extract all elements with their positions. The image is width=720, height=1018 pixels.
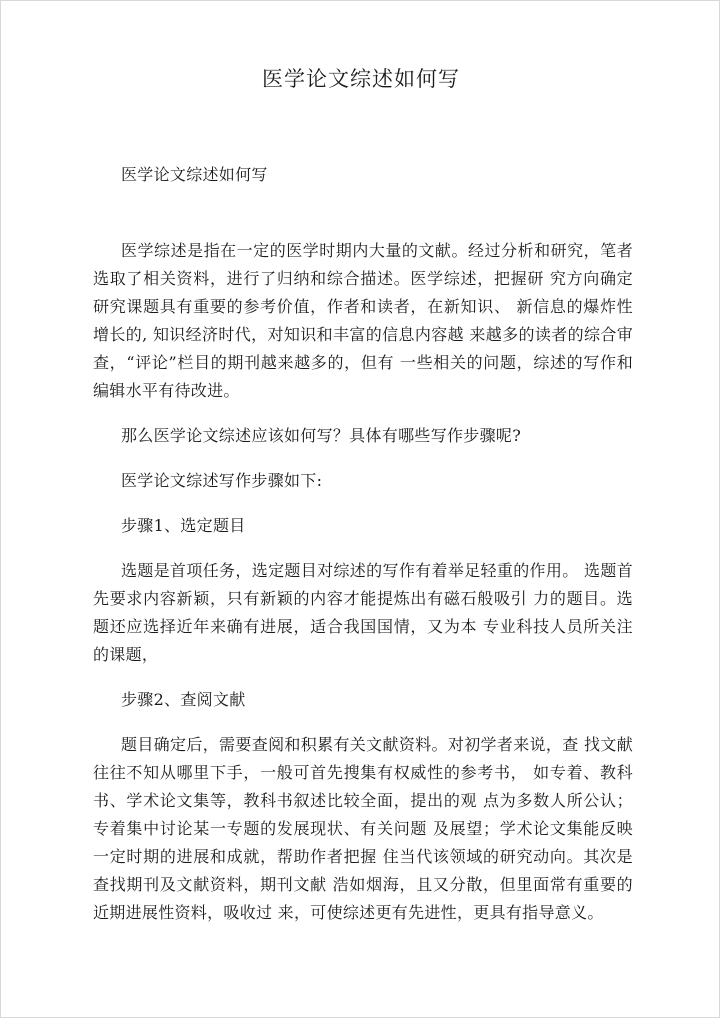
document-body xyxy=(93,161,633,927)
step1-body: 选题是首项任务，选定题目对综述的写作有着举足轻重的作用。 选题首先要求内容新颖，只有新颖的内容才能提炼出有磁石般吸引 力的题目。选题还应选择近年来确有进展，适合我国国情，又为本 专业科技人员所关注的课题， xyxy=(93,561,633,664)
spacer xyxy=(93,189,633,237)
spacer xyxy=(93,540,633,557)
step1-heading: 步骤1、选定题目 xyxy=(121,516,246,535)
question-paragraph: 那么医学论文综述应该如何写？具体有哪些写作步骤呢? xyxy=(121,426,522,445)
spacer xyxy=(93,405,633,422)
spacer xyxy=(93,669,633,686)
step2-body: 题目确定后，需要查阅和积累有关文献资料。对初学者来说，查 找文献往往不知从哪里下手，一般可首先搜集有权威性的参考书， 如专着、教科书、学术论文集等，教科书叙述比较全面，提出的观 点为多数人所公认；专着集中讨论某一专题的发展现状、有关问题 及展望；学术论文集能反映一定时期的进展和成就，帮助作者把握 住当代该领域的研究动向。其次是查找期刊及文献资料，期刊文献 浩如烟海，且又分散，但里面常有重要的近期进展性资料，吸收过 来，可使综述更有先进性，更具有指导意义。 xyxy=(93,735,633,922)
intro-paragraph: 医学综述是指在一定的医学时期内大量的文献。经过分析和研究，笔者选取了相关资料，进行了归纳和综合描述。医学综述，把握研 究方向确定研究课题具有重要的参考价值，作者和读者，在新知识、 新信息的爆炸性增长的, 知识经济时代，对知识和丰富的信息内容越 来越多的读者的综合审查，“评论”栏目的期刊越来越多的，但有 一些相关的问题，综述的写作和编辑水平有待改进。 xyxy=(93,241,633,400)
steps-intro-paragraph: 医学论文综述写作步骤如下: xyxy=(121,471,323,490)
spacer xyxy=(93,495,633,512)
spacer xyxy=(93,714,633,731)
spacer xyxy=(93,450,633,467)
step2-heading: 步骤2、查阅文献 xyxy=(121,690,246,709)
document-title: 医学论文综述如何写 xyxy=(262,67,460,91)
subtitle-paragraph: 医学论文综述如何写 xyxy=(121,165,268,184)
